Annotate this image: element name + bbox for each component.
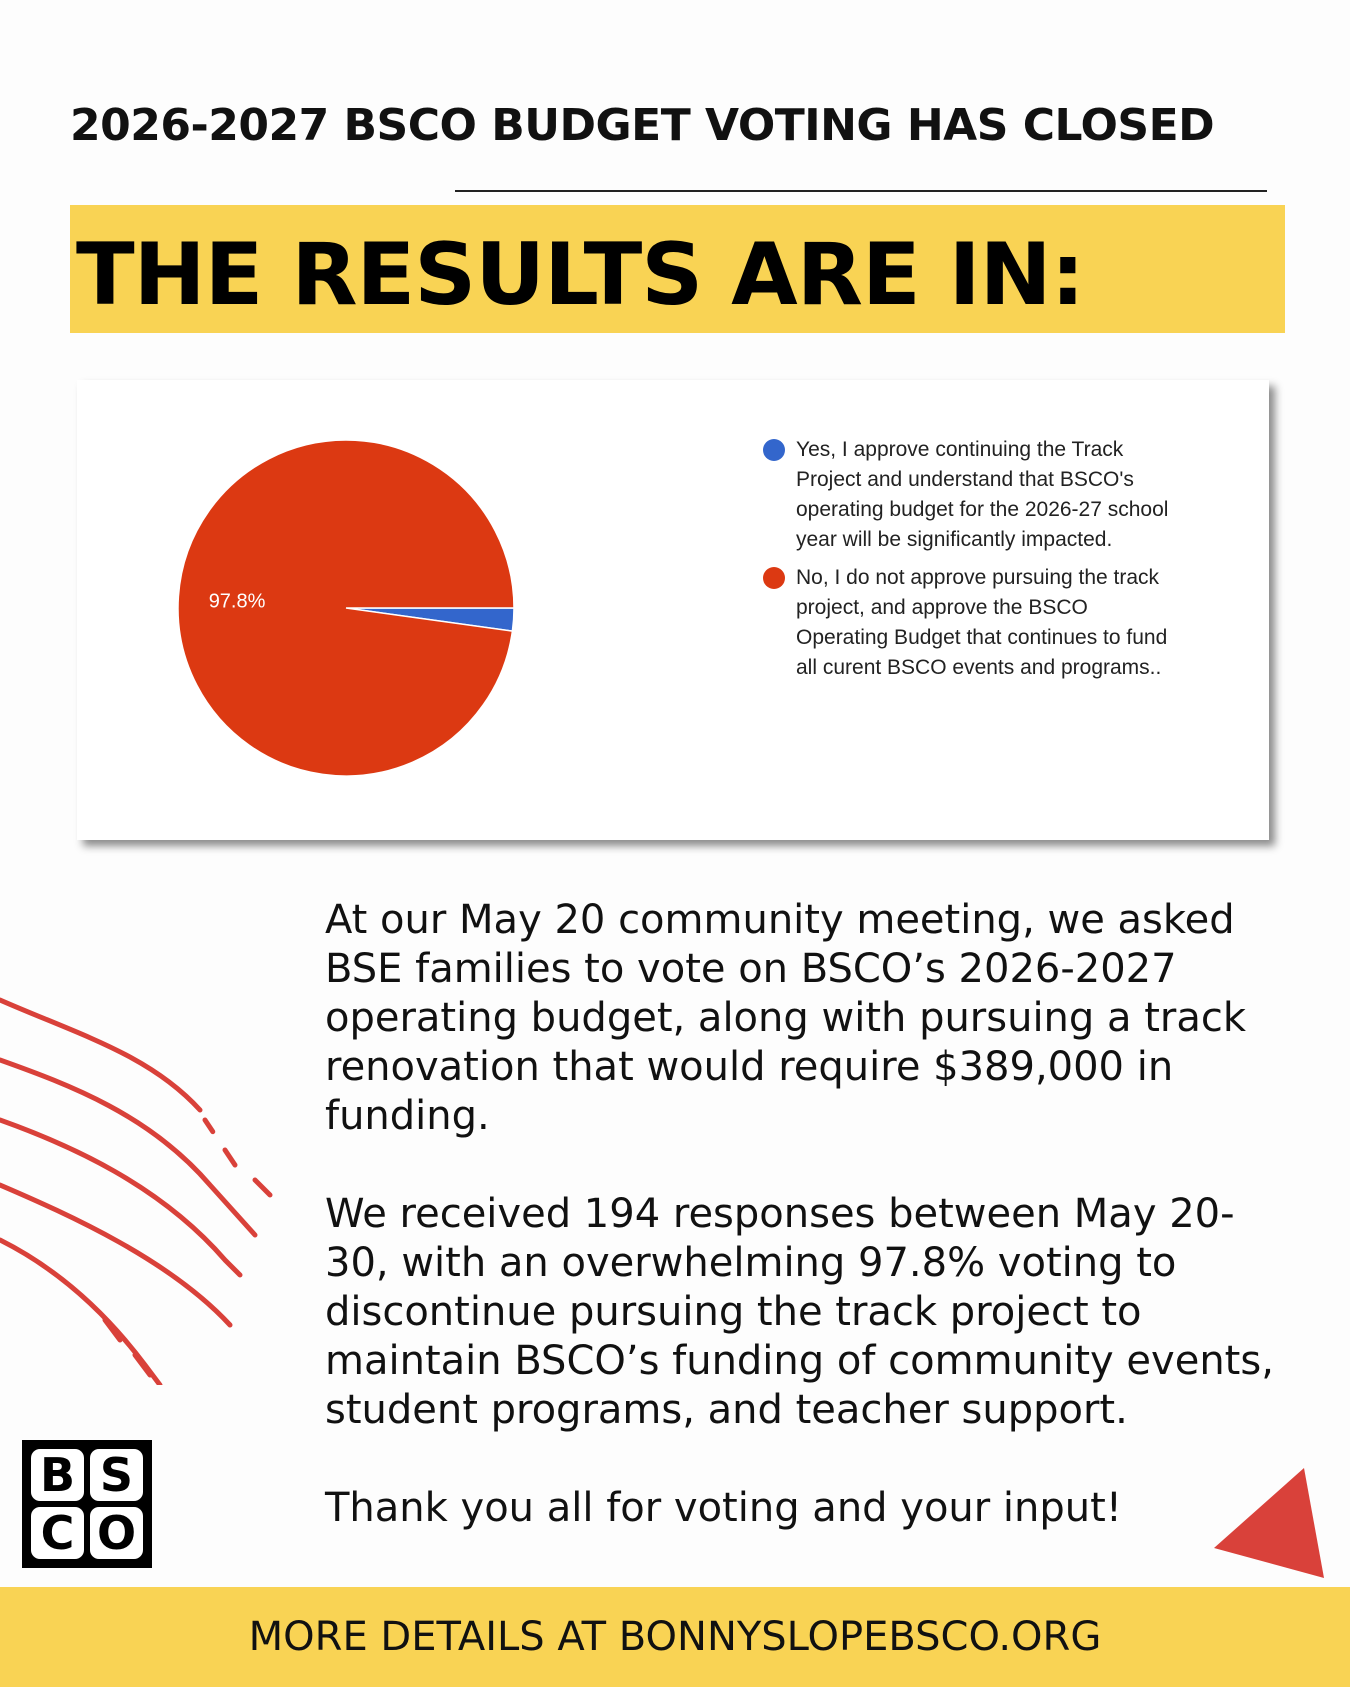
chart-card — [77, 380, 1269, 840]
logo-letter-b: B — [31, 1449, 84, 1501]
chart-legend — [763, 435, 1183, 691]
legend-swatch-no — [763, 567, 785, 589]
legend-item-yes — [763, 435, 1183, 555]
legend-label-yes: Yes, I approve continuing the Track Project and understand that BSCO's operating budget for the 2026-27 school year will be significantly impacted. — [796, 438, 1169, 551]
body-text — [325, 896, 1285, 1582]
logo-letter-c: C — [31, 1507, 84, 1559]
logo-letter-o: O — [90, 1507, 143, 1559]
decorative-triangle — [1212, 1466, 1327, 1581]
logo-letter-s: S — [90, 1449, 143, 1501]
legend-label-no: No, I do not approve pursuing the track project, and approve the BSCO Operating Budget that continues to fund all curent BSCO events and programs.. — [796, 566, 1168, 679]
headline: 2026-2027 BSCO BUDGET VOTING HAS CLOSED — [70, 100, 1215, 151]
body-paragraph-3: Thank you all for voting and your input! — [325, 1485, 1122, 1531]
body-paragraph-1: At our May 20 community meeting, we asked BSE families to vote on BSCO’s 2026-2027 operating budget, along with pursuing a track renovation that would require $389,000 in funding. — [325, 897, 1247, 1139]
decorative-waves — [0, 985, 290, 1385]
bsco-logo — [22, 1440, 152, 1568]
results-banner — [70, 205, 1285, 333]
pie-data-label: 97.8% — [208, 590, 266, 613]
legend-item-no — [763, 563, 1183, 683]
footer-banner — [0, 1587, 1350, 1687]
footer-link-text[interactable]: MORE DETAILS AT BONNYSLOPEBSCO.ORG — [248, 1614, 1102, 1660]
body-paragraph-2: We received 194 responses between May 20-30, with an overwhelming 97.8% voting to discontinue pursuing the track project to maintain BSCO’s funding of community events, student programs, and teacher support. — [325, 1191, 1274, 1433]
divider-line — [455, 190, 1267, 192]
banner-title: THE RESULTS ARE IN: — [76, 225, 1085, 325]
legend-swatch-yes — [763, 439, 785, 461]
